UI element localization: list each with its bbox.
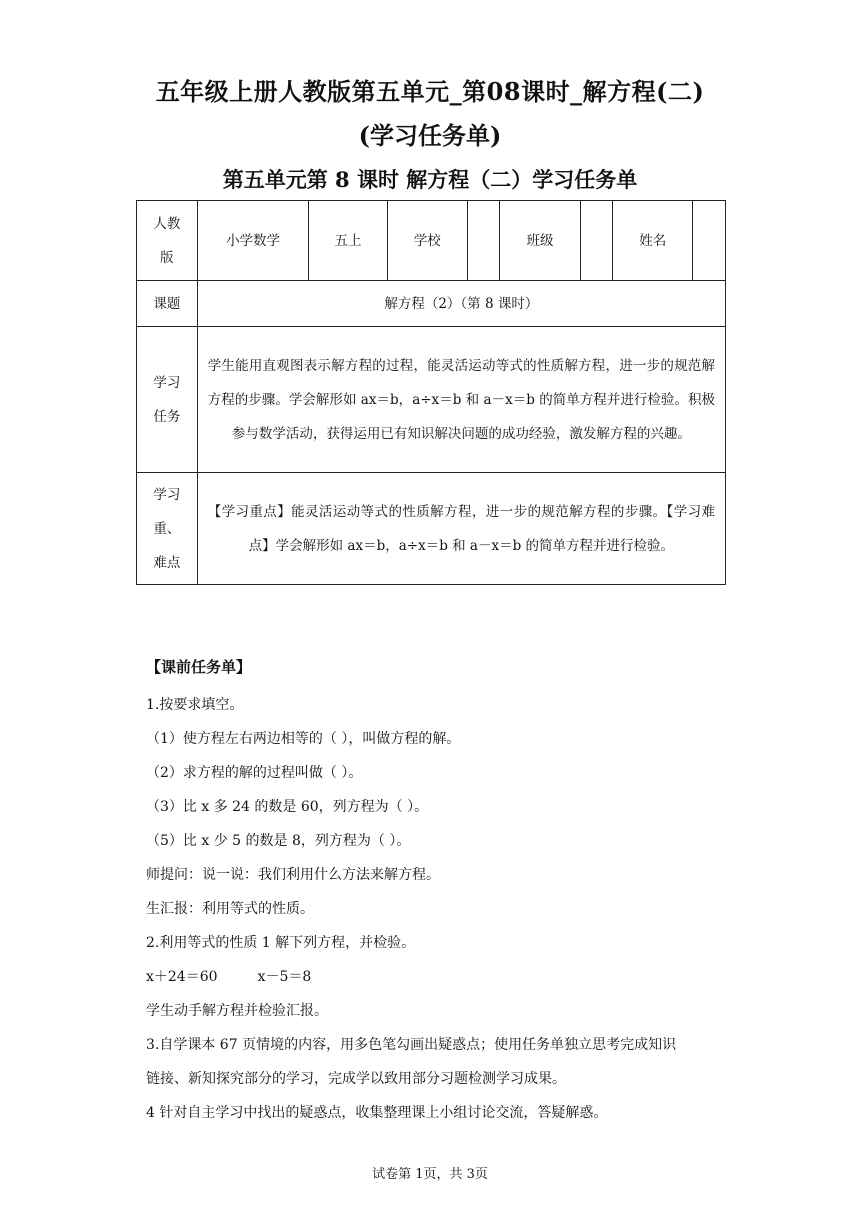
task-label-cell: 学习任务 <box>137 327 198 473</box>
list-item: 3.自学课本 67 页情境的内容，用多色笔勾画出疑惑点；使用任务单独立思考完成知识 <box>146 1037 677 1053</box>
class-label-cell: 班级 <box>500 201 580 281</box>
table-row <box>137 473 726 585</box>
worksheet-heading: 第五单元第 8 课时 解方程（二）学习任务单 <box>222 167 638 192</box>
section-title: 【课前任务单】 <box>146 658 252 676</box>
name-label-cell: 姓名 <box>613 201 693 281</box>
list-item: （2）求方程的解的过程叫做（ ）。 <box>146 765 363 781</box>
list-item: （1）使方程左右两边相等的（ ），叫做方程的解。 <box>146 731 461 747</box>
table-row <box>137 201 726 281</box>
info-table <box>136 200 726 585</box>
school-label-cell: 学校 <box>387 201 467 281</box>
equation-line: x＋24＝60 x－5＝8 <box>146 969 312 985</box>
list-item: 生汇报：利用等式的性质。 <box>146 901 314 917</box>
list-item: （3）比 x 多 24 的数是 60，列方程为（ ）。 <box>146 799 429 815</box>
grade-cell: 五上 <box>309 201 387 281</box>
publisher-cell: 人教版 <box>137 201 198 281</box>
key-value-cell: 【学习重点】能灵活运动等式的性质解方程，进一步的规范解方程的步骤。【学习难点】学会解形如 ax＝b，a÷x＝b 和 a－x＝b 的简单方程并进行检验。 <box>197 473 725 585</box>
table-row <box>137 281 726 327</box>
list-item: （5）比 x 少 5 的数是 8，列方程为（ ）。 <box>146 833 411 849</box>
document-subtitle: (学习任务单) <box>358 121 502 150</box>
class-value-cell[interactable] <box>580 201 613 281</box>
list-item: 1.按要求填空。 <box>146 697 244 713</box>
subject-cell: 小学数学 <box>197 201 309 281</box>
name-value-cell[interactable] <box>693 201 726 281</box>
list-item: 学生动手解方程并检验汇报。 <box>146 1003 328 1019</box>
page-footer: 试卷第 1页，共 3页 <box>372 1167 488 1182</box>
school-value-cell[interactable] <box>467 201 500 281</box>
list-item: 2.利用等式的性质 1 解下列方程，并检验。 <box>146 935 416 951</box>
list-item: 师提问：说一说：我们利用什么方法来解方程。 <box>146 867 440 883</box>
document-title: 五年级上册人教版第五单元_第08课时_解方程(二) <box>155 77 705 106</box>
table-row <box>137 327 726 473</box>
key-label-cell: 学习重、难点 <box>137 473 198 585</box>
list-item: 4 针对自主学习中找出的疑惑点，收集整理课上小组讨论交流，答疑解惑。 <box>146 1105 608 1121</box>
task-value-cell: 学生能用直观图表示解方程的过程，能灵活运动等式的性质解方程，进一步的规范解方程的步骤。学会解形如 ax＝b，a÷x＝b 和 a－x＝b 的简单方程并进行检验。积极参与数学活动，获得运用已有知识解决问题的成功经验，激发解方程的兴趣。 <box>197 327 725 473</box>
list-item: 链接、新知探究部分的学习，完成学以致用部分习题检测学习成果。 <box>146 1071 566 1087</box>
topic-value-cell: 解方程（2）（第 8 课时） <box>197 281 725 327</box>
topic-label-cell: 课题 <box>137 281 198 327</box>
